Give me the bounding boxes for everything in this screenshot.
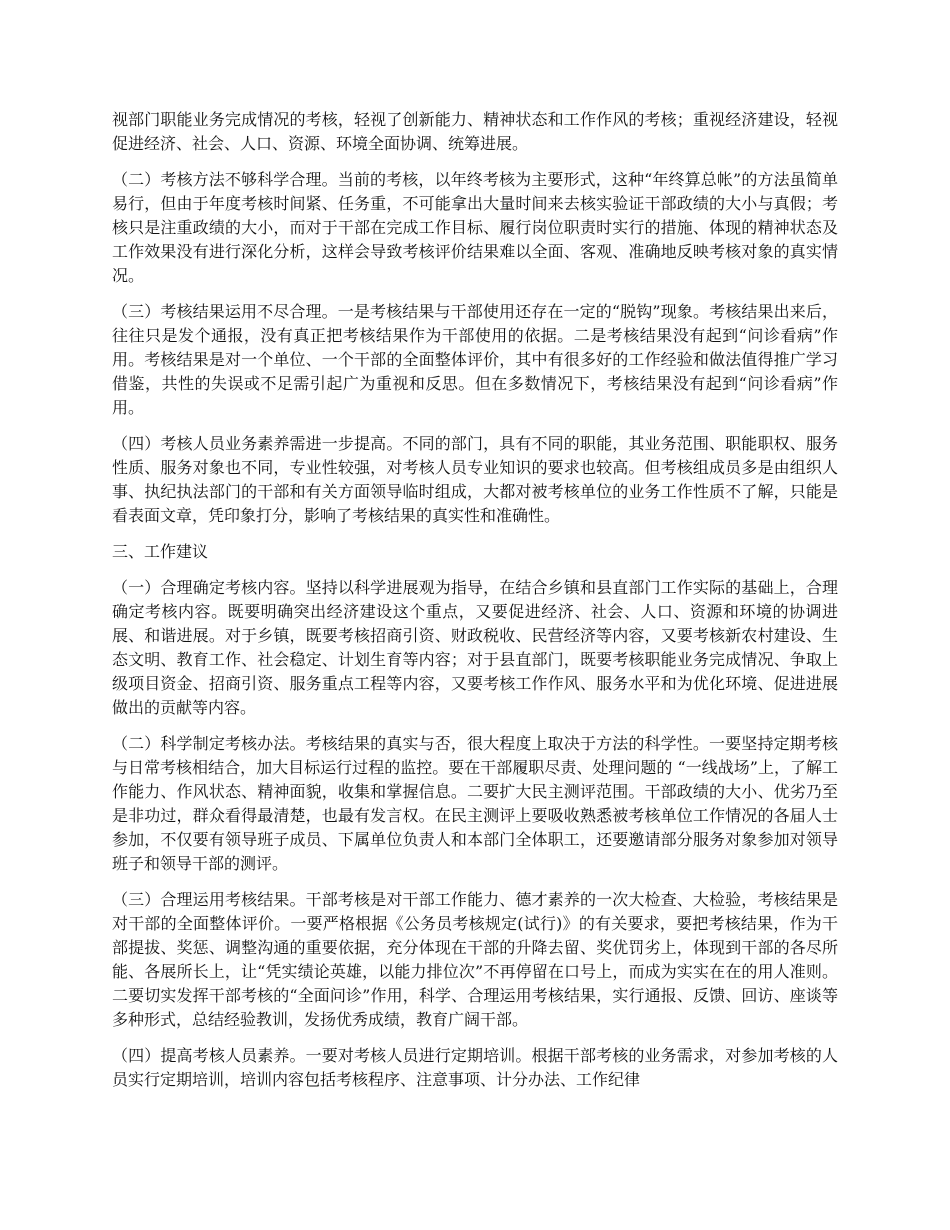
paragraph-use-of-results: （三）合理运用考核结果。干部考核是对干部工作能力、德才素养的一次大检查、大检验，考核结果是对干部的全面整体评价。一要严格根据《公务员考核规定(试行)》的有关要求，要把考核结果，作为干部提拔、奖惩、调整沟通的重要依据，充分体现在干部的升降去留、奖优罚劣上，体现到干部的各尽所能、各展所长上，让“凭实绩论英雄，以能力排位次”不再停留在口号上，而成为实实在在的用人准则。二要切实发挥干部考核的“全面问诊”作用，科学、合理运用考核结果，实行通报、反馈、回访、座谈等多种形式，总结经验教训，发扬优秀成绩，教育广阔干部。 bbox=[112, 890, 838, 1029]
paragraph-assessor-training: （四）提高考核人员素养。一要对考核人员进行定期培训。根据干部考核的业务需求，对参加考核的人员实行定期培训，培训内容包括考核程序、注意事项、计分办法、工作纪律 bbox=[112, 1046, 838, 1089]
paragraph-assessment-results: （三）考核结果运用不尽合理。一是考核结果与干部使用还存在一定的“脱钩”现象。考核结果出来后，往往只是发个通报，没有真正把考核结果作为干部使用的依据。二是考核结果没有起到“问诊看病”作用。考核结果是对一个单位、一个干部的全面整体评价，其中有很多好的工作经验和做法值得推广学习借鉴，共性的失误或不足需引起广为重视和反思。但在多数情况下，考核结果没有起到“问诊看病”作用。 bbox=[112, 302, 838, 417]
paragraph-continued-intro: 视部门职能业务完成情况的考核，轻视了创新能力、精神状态和工作作风的考核；重视经济建设，轻视促进经济、社会、人口、资源、环境全面协调、统筹进展。 bbox=[112, 110, 838, 153]
paragraph-assessment-method: （二）考核方法不够科学合理。当前的考核，以年终考核为主要形式，这种“年终算总帐”的方法虽简单易行，但由于年度考核时间紧、任务重，不可能拿出大量时间来去核实验证干部政绩的大小与真假；考核只是注重政绩的大小，而对于干部在完成工作目标、履行岗位职责时实行的措施、体现的精神状态及工作效果没有进行深化分析，这样会导致考核评价结果难以全面、客观、准确地反映考核对象的真实情况。 bbox=[112, 170, 838, 285]
paragraph-assessor-competence: （四）考核人员业务素养需进一步提高。不同的部门，具有不同的职能，其业务范围、职能职权、服务性质、服务对象也不同，专业性较强，对考核人员专业知识的要求也较高。但考核组成员多是由组织人事、执纪执法部门的干部和有关方面领导临时组成，大都对被考核单位的业务工作性质不了解，只能是看表面文章，凭印象打分，影响了考核结果的真实性和准确性。 bbox=[112, 434, 838, 525]
section-heading-work-suggestions: 三、工作建议 bbox=[112, 542, 209, 561]
paragraph-assessment-content: （一）合理确定考核内容。坚持以科学进展观为指导，在结合乡镇和县直部门工作实际的基础上，合理确定考核内容。既要明确突出经济建设这个重点，又要促进经济、社会、人口、资源和环境的协调进展、和谐进展。对于乡镇，既要考核招商引资、财政税收、民营经济等内容，又要考核新农村建设、生态文明、教育工作、社会稳定、计划生育等内容；对于县直部门，既要考核职能业务完成情况、争取上级项目资金、招商引资、服务重点工程等内容，又要考核工作作风、服务水平和为优化环境、促进进展做出的贡献等内容。 bbox=[112, 578, 838, 717]
paragraph-assessment-procedures: （二）科学制定考核办法。考核结果的真实与否，很大程度上取决于方法的科学性。一要坚持定期考核与日常考核相结合，加大目标运行过程的监控。要在干部履职尽责、处理问题的 “一线战场”上，了解工作能力、作风状态、精神面貌，收集和掌握信息。二要扩大民主测评范围。干部政绩的大小、优劣乃至是非功过，群众看得最清楚，也最有发言权。在民主测评上要吸收熟悉被考核单位工作情况的各届人士参加，不仅要有领导班子成员、下属单位负责人和本部门全体职工，还要邀请部分服务对象参加对领导班子和领导干部的测评。 bbox=[112, 734, 838, 873]
